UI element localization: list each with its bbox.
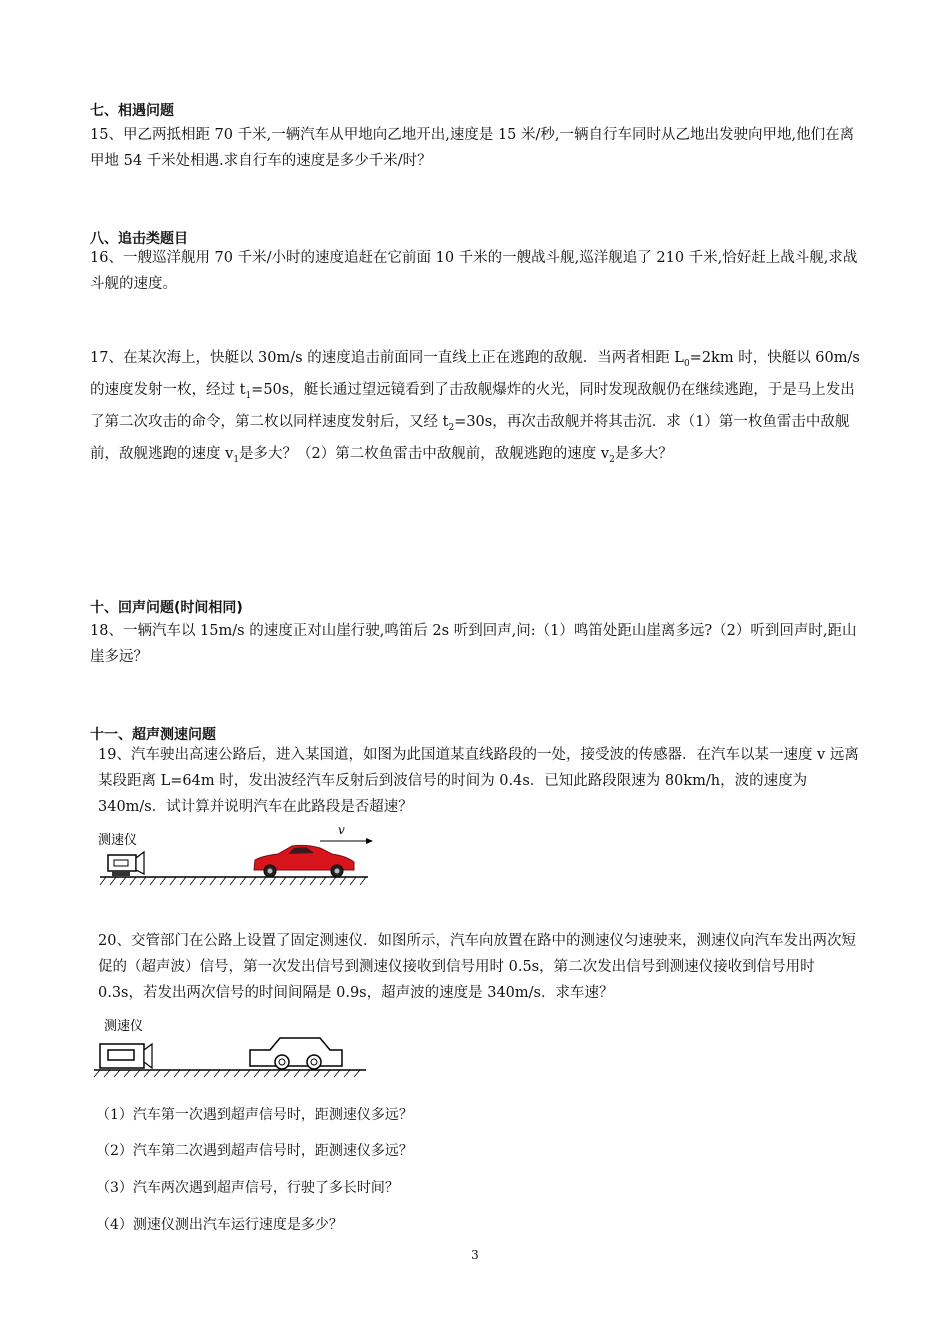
section-heading-ultrasonic: 十一、超声测速问题 bbox=[90, 727, 216, 743]
problem-17-part-b: =2km 时，快艇以 60m/s 的速度发射一枚，经过 t bbox=[90, 350, 860, 398]
subscript-v2: 2 bbox=[609, 454, 615, 465]
subquestion-4: （4）测速仪测出汽车运行速度是多少？ bbox=[96, 1217, 343, 1233]
problem-19: 19、汽车驶出高速公路后，进入某国道，如图为此国道某直线路段的一处，接受波的传感器．在汽车以某一速度 v 远离某段距离 L=64m 时，发出波经汽车反射后到波信号的时间为 0.4s．已知此路段限速为 80km/h，波的速度为 340m/s．试计算并说明汽车在此路段是否超速？ bbox=[98, 747, 859, 815]
speed-sensor-figure-1 bbox=[92, 820, 382, 890]
outline-car-icon bbox=[250, 1038, 342, 1069]
subquestion-1: （1）汽车第一次遇到超声信号时，距测速仪多远？ bbox=[96, 1107, 413, 1123]
subscript-t1: 1 bbox=[245, 390, 252, 401]
section-heading-chase: 八、追击类题目 bbox=[90, 231, 188, 247]
problem-16: 16、一艘巡洋舰用 70 千米/小时的速度追赶在它前面 10 千米的一艘战斗舰,巡洋舰追了 210 千米,恰好赶上战斗舰,求战斗舰的速度。 bbox=[90, 250, 858, 292]
problem-17-part-c: =50s，艇长通过望远镜看到了击敌舰爆炸的火光，同时发现敌舰仍在继续逃跑，于是马上发出了第二次攻击的命令，第二枚以同样速度发射后，又经 t bbox=[90, 381, 855, 430]
figure-1-label: 测速仪 bbox=[98, 833, 138, 848]
problem-17-part-d: =30s，再次击敌舰并将其击沉．求（1）第一枚鱼雷击中敌舰前，敌舰逃跑的速度 v bbox=[90, 413, 850, 462]
speed-sensor-icon bbox=[108, 852, 144, 876]
figure-2-label: 测速仪 bbox=[104, 1019, 144, 1034]
speed-sensor-figure-2 bbox=[92, 1012, 372, 1084]
problem-17 bbox=[90, 345, 862, 473]
red-car-icon bbox=[254, 845, 354, 877]
problem-15: 15、甲乙两抵相距 70 千米,一辆汽车从甲地向乙地开出,速度是 15 米/秒,一辆自行车同时从乙地出发驶向甲地,他们在离甲地 54 千米处相遇.求自行车的速度是多少千米/时？ bbox=[90, 127, 855, 169]
page-number: 3 bbox=[471, 1248, 479, 1262]
problem-17-part-a: 17、在某次海上，快艇以 30m/s 的速度追击前面同一直线上正在逃跑的敌舰．当两者相距 L bbox=[90, 350, 684, 366]
velocity-arrow-icon bbox=[320, 838, 373, 844]
speed-sensor-icon bbox=[100, 1044, 152, 1068]
problem-17-part-f: 是多大？ bbox=[614, 445, 673, 462]
velocity-label: v bbox=[338, 823, 345, 837]
subquestion-3: （3）汽车两次遇到超声信号，行驶了多长时间？ bbox=[96, 1180, 399, 1196]
problem-18: 18、一辆汽车以 15m/s 的速度正对山崖行驶,鸣笛后 2s 听到回声,问:（1）鸣笛处距山崖离多远?（2）听到回声时,距山崖多远？ bbox=[90, 623, 857, 665]
problem-20: 20、交管部门在公路上设置了固定测速仪．如图所示，汽车向放置在路中的测速仪匀速驶来，测速仪向汽车发出两次短促的（超声波）信号，第一次发出信号到测速仪接收到信号用时 0.5s，第二次发出信号到测速仪接收到信号用时 0.3s，若发出两次信号的时间间隔是 0.9s，超声波的速度是 340m/s．求车速？ bbox=[98, 933, 856, 1001]
section-heading-echo: 十、回声问题(时间相同) bbox=[90, 600, 243, 616]
problem-17-part-e: 是多大？（2）第二枚鱼雷击中敌舰前，敌舰逃跑的速度 v bbox=[239, 445, 610, 462]
subscript-v1: 1 bbox=[233, 454, 240, 465]
subscript-t2: 2 bbox=[448, 422, 455, 433]
road-ground bbox=[94, 1070, 366, 1077]
road-ground bbox=[100, 877, 368, 885]
subscript-l0: 0 bbox=[683, 358, 690, 369]
subquestion-2: （2）汽车第二次遇到超声信号时，距测速仪多远？ bbox=[96, 1143, 413, 1159]
section-heading-meeting: 七、相遇问题 bbox=[90, 103, 174, 119]
